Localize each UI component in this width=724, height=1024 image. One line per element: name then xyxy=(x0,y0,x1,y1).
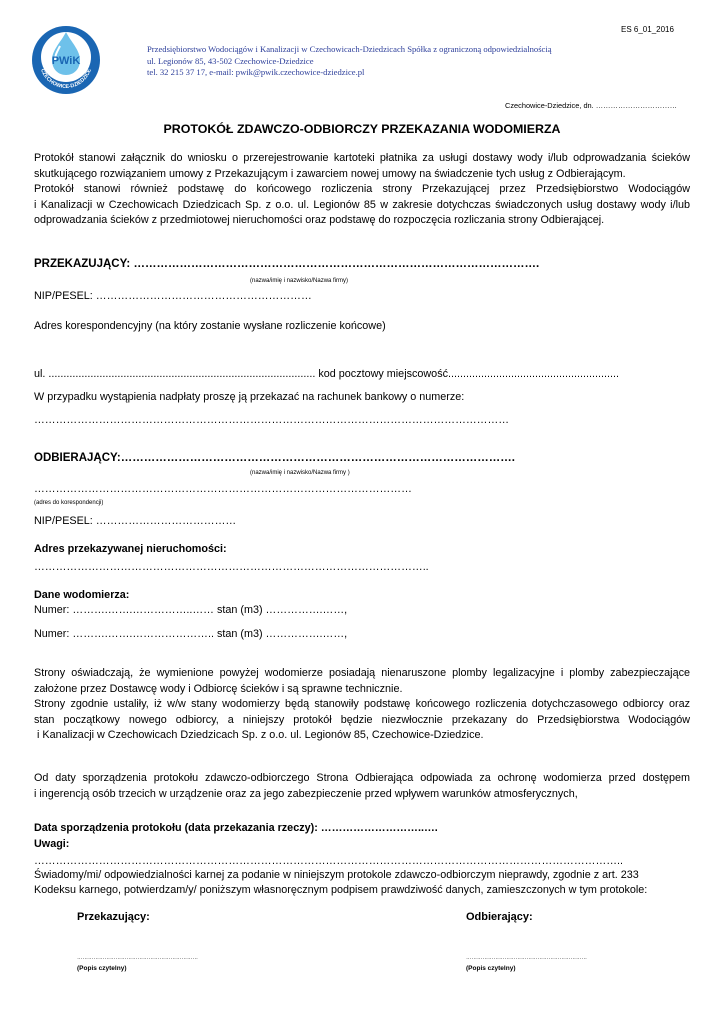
przekazujacy-signature-caption: (Popis czytelny) xyxy=(77,965,127,972)
responsibility-line: i ingerencją osób trzecich w urządzenie oraz za jego zabezpieczenie przed wpływem warunków atmosferycznych, xyxy=(34,787,578,800)
intro-line: Protokół stanowi załącznik do wniosku o przerejestrowanie kartoteki płatnika za usługi dostawy wody i/lub odprowadzania ścieków xyxy=(34,152,690,164)
declaration-line: Kodeksu karnego, potwierdzam/y/ poniższym własnoręcznym podpisem prawdziwość danych, zamieszczonych w tym protokole: xyxy=(34,884,648,896)
intro-paragraph-2 xyxy=(34,182,690,229)
responsibility-line: Od daty sporządzenia protokołu zdawczo-odbiorczego Strona Odbierająca odpowiada za ochronę wodomierza przed dostępem xyxy=(34,772,690,784)
correspondence-address-label: Adres korespondencyjny (na który zostanie wysłane rozliczenie końcowe) xyxy=(34,320,386,332)
odbierajacy-signature-caption: (Popis czytelny) xyxy=(466,965,516,972)
property-address-label: Adres przekazywanej nieruchomości: xyxy=(34,543,227,555)
company-address: ul. Legionów 85, 43-502 Czechowice-Dziedzice xyxy=(147,55,314,66)
odbierajacy-label: ODBIERAJĄCY: xyxy=(34,452,121,464)
przekazujacy-nip-field[interactable]: NIP/PESEL: …………………………………………………… xyxy=(34,290,312,302)
meter-data-label: Dane wodomierza: xyxy=(34,589,130,601)
declaration-line: Świadomy/mi/ odpowiedzialności karnej za podanie w niniejszym protokole zdawczo-odbiorczym nieprawdy, zgodnie z art. 233 xyxy=(34,869,639,881)
odbierajacy-name-hint: (nazwa/imię i nazwisko/Nazwa firmy ) xyxy=(250,470,350,476)
bank-account-field[interactable]: …………………………………………………………………………………………………………………… xyxy=(34,414,510,426)
responsibility-paragraph xyxy=(34,771,690,802)
pwik-logo xyxy=(30,24,102,96)
odbierajacy-nip-field[interactable]: NIP/PESEL: ………………………………… xyxy=(34,515,237,527)
statement-paragraph xyxy=(34,666,690,744)
przekazujacy-row xyxy=(34,258,539,270)
company-header xyxy=(147,44,552,79)
intro-line: Protokół stanowi również podstawę do końcowego rozliczenia strony Przekazującej przez Przedsiębiorstwo Wodociągów xyxy=(34,183,690,195)
odbierajacy-address-hint: (adres do korespondencji) xyxy=(34,500,104,506)
odbierajacy-name-field[interactable]: …………………………………………………………………………………………. xyxy=(120,452,515,464)
przekazujacy-label: PRZEKAZUJĄCY: xyxy=(34,258,131,270)
intro-line: skutkującego rozwiązaniem umowy z Przekazującym i zawarciem nowej umowy na świadczenie tych usług z Odbierającym. xyxy=(34,167,626,180)
przekazujacy-name-field[interactable]: ……………………………………………………………………………………………. xyxy=(133,258,540,270)
remarks-label: Uwagi: xyxy=(34,838,70,850)
logo-text: PWiK xyxy=(51,55,81,67)
odbierajacy-signature-label: Odbierający: xyxy=(466,911,533,923)
logo-ring-text: CZECHOWICE-DZIEDZICE xyxy=(39,68,93,91)
remarks-field[interactable]: ……………………………………………………………………………………………………………………………………………….. xyxy=(34,855,624,867)
company-name: Przedsiębiorstwo Wodociągów i Kanalizacji w Czechowicach-Dziedzicach Spółka z ograniczoną odpowiedzialnością xyxy=(147,44,552,54)
declaration-paragraph xyxy=(34,868,690,898)
odbierajacy-signature-line[interactable]: ………………………………………………………… xyxy=(466,955,587,961)
place-date-field[interactable]: Czechowice-Dziedzice, dn. …………………………… xyxy=(505,101,678,110)
property-address-field[interactable]: ……………………………………………………………………………………………….. xyxy=(34,561,429,573)
odbierajacy-address-field[interactable]: …………………………………………………………………………………………… xyxy=(34,483,412,495)
meter-row-2[interactable]: Numer: ……….…….………………….. stan (m3) …………….……, xyxy=(34,628,348,640)
statement-line: stan początkowy nowego odbiorcy, a niniejszy protokół będzie niezwłocznie przekazany do Przedsiębiorstwa Wodociągów xyxy=(34,713,690,726)
statement-line: założone przez Dostawcę wody i Odbiorcę ścieków i są sprawne technicznie. xyxy=(34,682,403,695)
meter-row-1[interactable]: Numer: ……….…….……………..…… stan (m3) …………….……, xyxy=(34,604,348,616)
document-title: PROTOKÓŁ ZDAWCZO-ODBIORCZY PRZEKAZANIA WODOMIERZA xyxy=(163,122,561,136)
document-code: ES 6_01_2016 xyxy=(621,25,674,34)
odbierajacy-row xyxy=(34,452,515,464)
bank-account-text: W przypadku wystąpienia nadpłaty proszę ją przekazać na rachunek bankowy o numerze: xyxy=(34,391,465,403)
protocol-date-field[interactable]: Data sporządzenia protokołu (data przekazania rzeczy): ………………………..…. xyxy=(34,822,438,834)
przekazujacy-signature-label: Przekazujący: xyxy=(77,911,150,923)
statement-line: Strony oświadczają, że wymienione powyżej wodomierze posiadają nienaruszone plomby legalizacyjne i plomby zabezpieczające xyxy=(34,667,690,679)
intro-line: odprowadzania ścieków z przedmiotowej nieruchomości oraz podstawę do rozpoczęcia rozliczania strony Odbierającej. xyxy=(34,214,605,226)
przekazujacy-signature-line[interactable]: ………………………………………………………… xyxy=(77,955,198,961)
przekazujacy-name-hint: (nazwa/imię i nazwisko/Nazwa firmy) xyxy=(250,278,349,284)
statement-line: i Kanalizacji w Czechowicach Dziedzicach Sp. z o.o. ul. Legionów 85, Czechowice-Dziedzice. xyxy=(34,729,484,741)
street-postal-field[interactable]: ul. ......................................................................................... kod pocztowy miejscowość......................................................... xyxy=(34,368,619,380)
intro-paragraph-1 xyxy=(34,151,690,182)
statement-line: Strony zgodnie ustaliły, iż w/w stany wodomierzy będą stanowiły podstawę końcowego rozliczenia dotychczasowego odbiorcy oraz xyxy=(34,698,690,710)
intro-line: i Kanalizacji w Czechowicach Dziedzicach Sp. z o.o. ul. Legionów 85 w zakresie dotychczas świadczonych usług dostawy wody i/lub xyxy=(34,198,690,211)
company-contact: tel. 32 215 37 17, e-mail: pwik@pwik.czechowice-dziedzice.pl xyxy=(147,67,365,77)
